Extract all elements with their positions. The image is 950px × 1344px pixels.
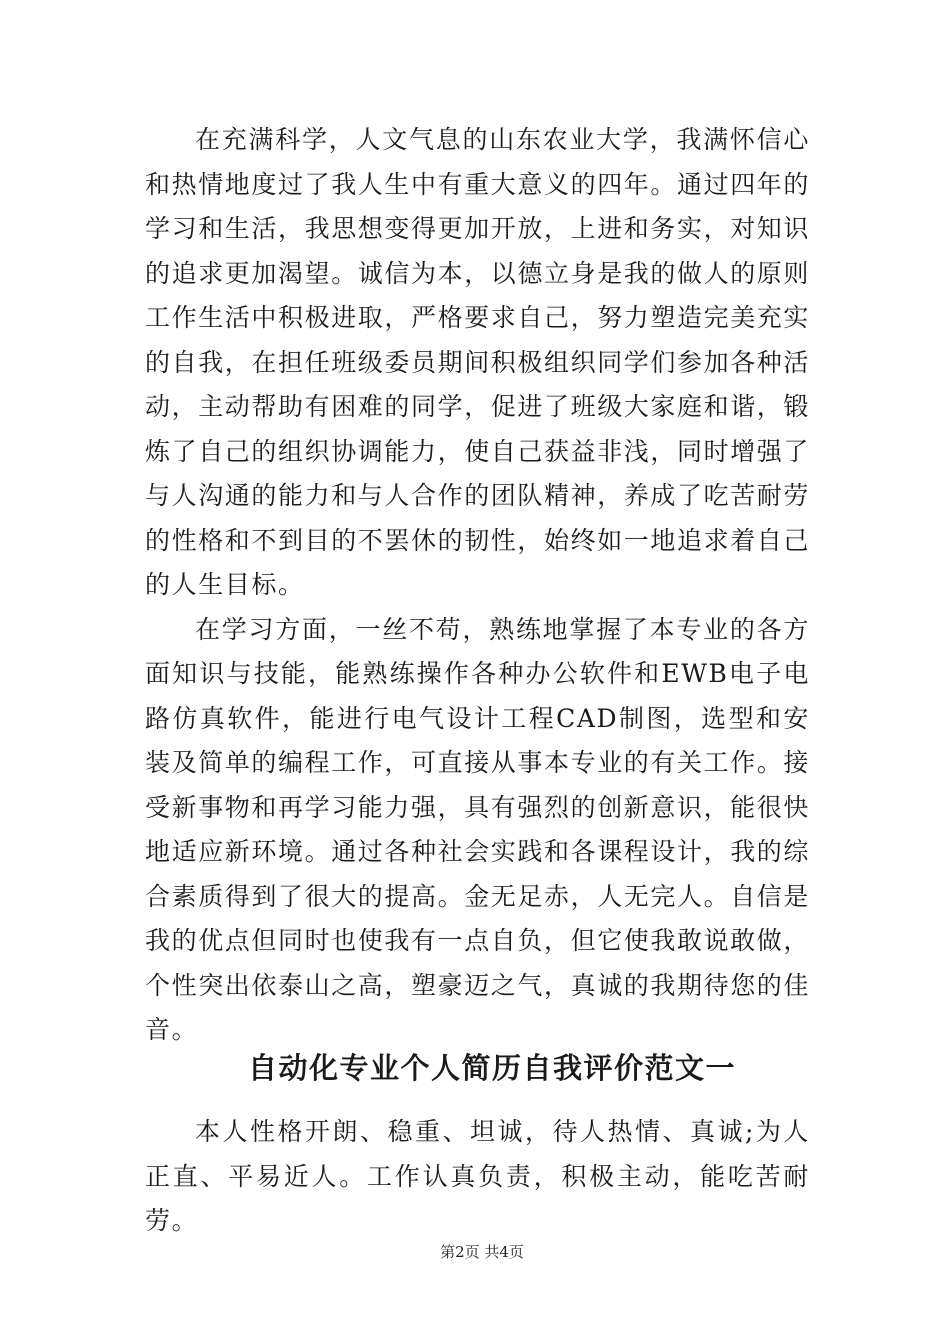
body-text-block <box>145 118 810 1053</box>
section-body-text <box>145 1110 810 1244</box>
paragraph: 在充满科学，人文气息的山东农业大学，我满怀信心和热情地度过了我人生中有重大意义的四年。通过四年的学习和生活，我思想变得更加开放，上进和务实，对知识的追求更加渴望。诚信为本，以德立身是我的做人的原则工作生活中积极进取，严格要求自己，努力塑造完美充实的自我，在担任班级委员期间积极组织同学们参加各种活动，主动帮助有困难的同学，促进了班级大家庭和谐，锻炼了自己的组织协调能力，使自己获益非浅，同时增强了与人沟通的能力和与人合作的团队精神，养成了吃苦耐劳的性格和不到目的不罢休的韧性，始终如一地追求着自己的人生目标。 <box>145 125 811 599</box>
section-title: 自动化专业个人简历自我评价范文一 <box>247 1051 736 1085</box>
paragraph: 在学习方面，一丝不苟，熟练地掌握了本专业的各方面知识与技能，能熟练操作各种办公软件和EWB电子电路仿真软件，能进行电气设计工程CAD制图，选型和安装及简单的编程工作，可直接从事本专业的有关工作。接受新事物和再学习能力强，具有强烈的创新意识，能很快地适应新环境。通过各种社会实践和各课程设计，我的综合素质得到了很大的提高。金无足赤，人无完人。自信是我的优点但同时也使我有一点自负，但它使我敢说敢做，个性突出依泰山之高，塑豪迈之气，真诚的我期待您的佳音。 <box>145 614 811 1044</box>
paragraph: 本人性格开朗、稳重、坦诚，待人热情、真诚;为人正直、平易近人。工作认真负责，积极主动，能吃苦耐劳。 <box>145 1117 810 1235</box>
page-footer: 第2页 共4页 <box>440 1243 524 1261</box>
